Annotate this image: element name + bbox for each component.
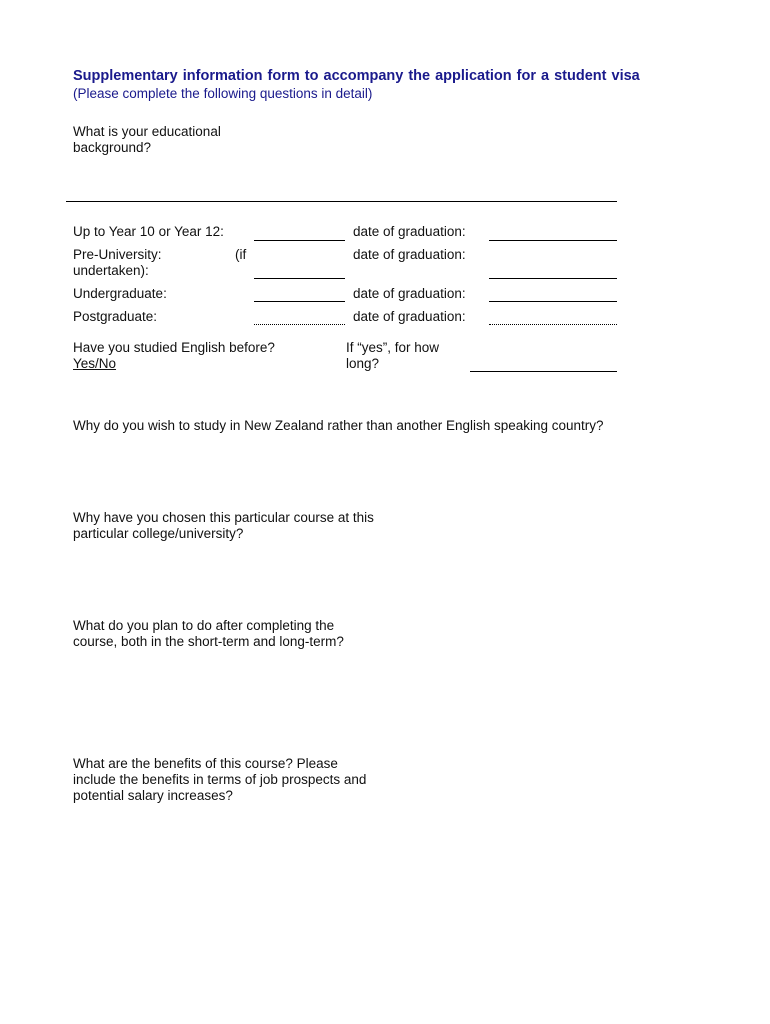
why-this-course-question <box>73 510 395 542</box>
course-benefits-line-1: What are the benefits of this course? Please <box>73 756 338 771</box>
english-study-question-block <box>73 340 313 372</box>
year-level-date-line[interactable] <box>489 240 617 241</box>
postgraduate-answer-line[interactable] <box>254 324 345 325</box>
why-this-course-line-1: Why have you chosen this particular course at this <box>73 510 374 525</box>
pre-university-undertaken-label: undertaken): <box>73 263 149 278</box>
why-new-zealand-question: Why do you wish to study in New Zealand rather than another English speaking country? <box>73 418 604 433</box>
pre-university-answer-line[interactable] <box>254 278 345 279</box>
year-level-date-label: date of graduation: <box>353 224 466 239</box>
why-this-course-line-2: particular college/university? <box>73 526 244 541</box>
english-study-options[interactable]: Yes/No <box>73 356 117 371</box>
undergraduate-answer-line[interactable] <box>254 301 345 302</box>
form-title: Supplementary information form to accompany the application for a student visa <box>73 68 640 84</box>
postgraduate-label: Postgraduate: <box>73 309 158 324</box>
english-duration-answer-line[interactable] <box>470 371 617 372</box>
postgraduate-date-label: date of graduation: <box>353 309 466 324</box>
pre-university-label: Pre-University: <box>73 247 162 262</box>
english-duration-question-block <box>346 340 464 372</box>
english-duration-question-cont: long? <box>346 356 380 371</box>
future-plans-line-2: course, both in the short-term and long-term? <box>73 634 344 649</box>
english-duration-question: If “yes”, for how <box>346 340 440 355</box>
undergraduate-date-line[interactable] <box>489 301 617 302</box>
course-benefits-line-3: potential salary increases? <box>73 788 233 803</box>
why-this-course-answer-area[interactable] <box>73 548 617 608</box>
pre-university-if-label: (if <box>235 247 247 262</box>
why-new-zealand-answer-area[interactable] <box>73 440 617 500</box>
course-benefits-answer-area[interactable] <box>73 812 617 962</box>
educational-background-question: What is your educational background? <box>73 124 221 155</box>
form-subtitle: (Please complete the following questions in detail) <box>73 86 373 101</box>
year-level-answer-line[interactable] <box>254 240 345 241</box>
postgraduate-date-line[interactable] <box>489 324 617 325</box>
course-benefits-line-2: include the benefits in terms of job prospects and <box>73 772 367 787</box>
future-plans-question <box>73 618 393 650</box>
undergraduate-date-label: date of graduation: <box>353 286 466 301</box>
future-plans-line-1: What do you plan to do after completing the <box>73 618 335 633</box>
undergraduate-label: Undergraduate: <box>73 286 167 301</box>
year-level-label: Up to Year 10 or Year 12: <box>73 224 224 239</box>
future-plans-answer-area[interactable] <box>73 656 617 746</box>
english-study-question: Have you studied English before? <box>73 340 275 355</box>
educational-background-answer-line[interactable] <box>66 201 617 202</box>
course-benefits-question <box>73 756 393 804</box>
pre-university-date-line[interactable] <box>489 278 617 279</box>
pre-university-date-label: date of graduation: <box>353 247 466 262</box>
